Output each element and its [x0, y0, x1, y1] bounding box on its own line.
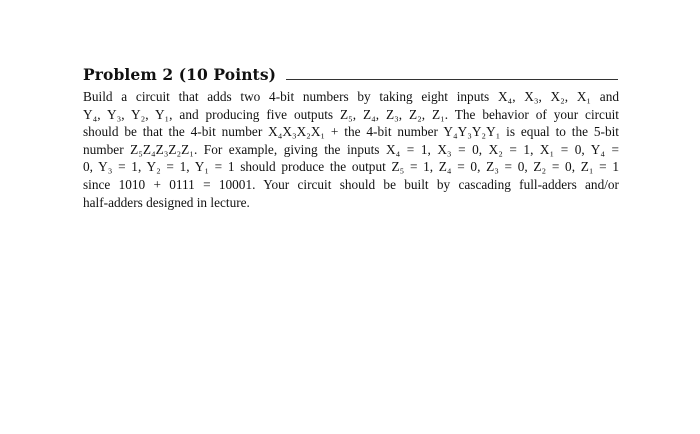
problem-heading: [83, 60, 618, 84]
description-line-5: 0, Y₃ = 1, Y₂ = 1, Y₁ = 1 should produce the output Z₅ = 1, Z₄ = 0, Z₃ = 0, Z₂ = 0, Z₁ = 1: [83, 159, 619, 175]
problem-description: [83, 88, 619, 211]
description-line-2: Y₄, Y₃, Y₂, Y₁, and producing five outputs Z₅, Z₄, Z₃, Z₂, Z₁. The behavior of your circuit: [83, 106, 619, 122]
heading-rule: [286, 79, 618, 80]
description-line-3: should be that the 4-bit number X₄X₃X₂X₁ + the 4-bit number Y₄Y₃Y₂Y₁ is equal to the 5-bit: [83, 124, 619, 140]
description-line-4: number Z₅Z₄Z₃Z₂Z₁. For example, giving the inputs X₄ = 1, X₃ = 0, X₂ = 1, X₁ = 0, Y₄ =: [83, 141, 619, 157]
description-line-7: half-adders designed in lecture.: [83, 194, 250, 210]
problem-title: Problem 2 (10 Points): [83, 65, 277, 84]
description-line-6: since 1010 + 0111 = 10001. Your circuit should be built by cascading full-adders and/or: [83, 176, 619, 192]
description-line-1: Build a circuit that adds two 4-bit numbers by taking eight inputs X₄, X₃, X₂, X₁ and: [83, 89, 619, 104]
